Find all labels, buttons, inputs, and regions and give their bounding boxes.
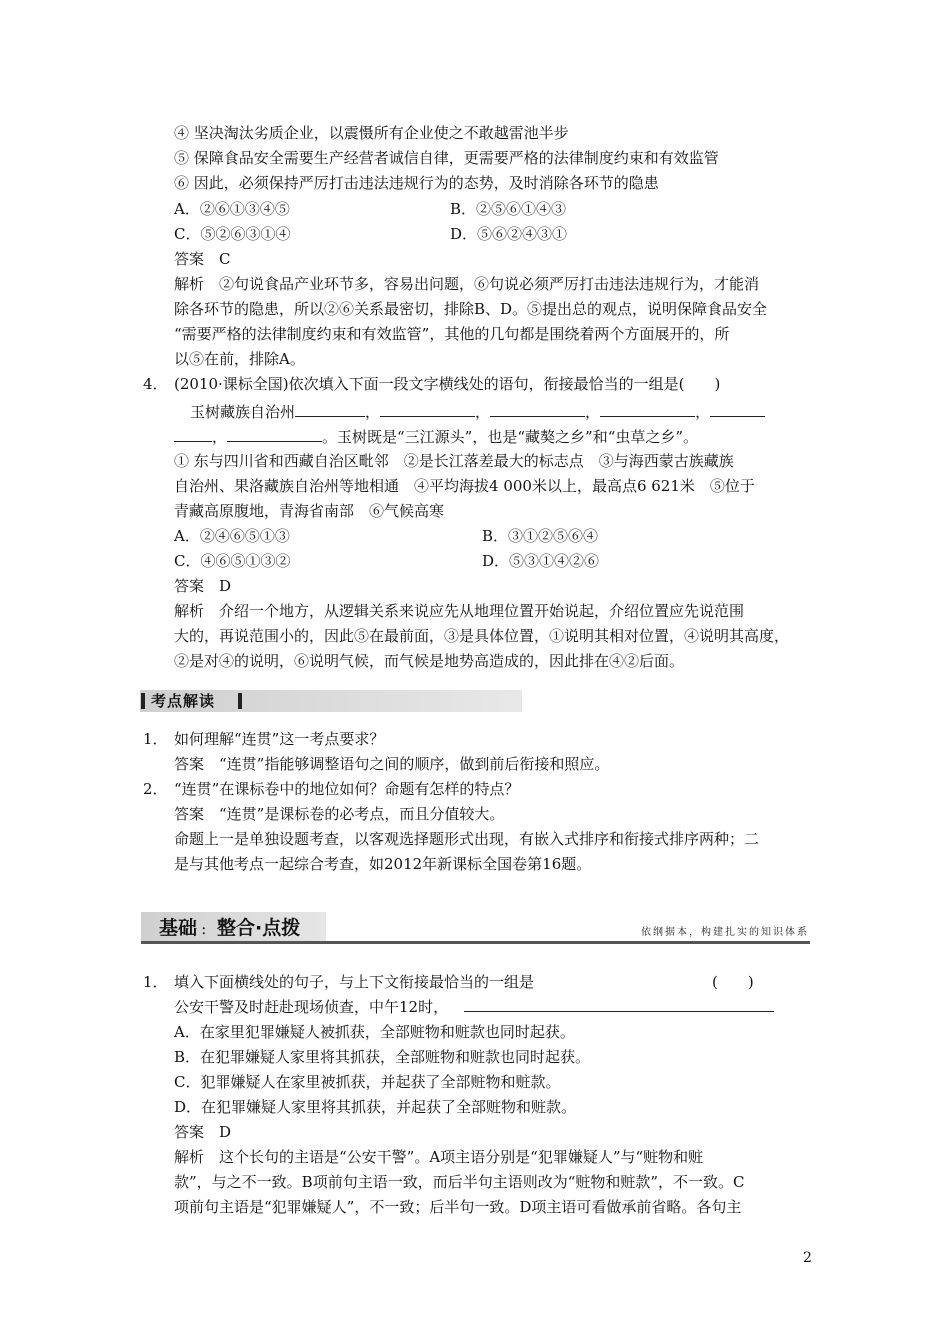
q3-analysis-line: 以⑤在前，排除A。 xyxy=(174,350,305,368)
q4-items-line: 青藏高原腹地，青海省南部 ⑥气候高寒 xyxy=(174,502,445,520)
q4-passage-end: 。玉树既是“三江源头”，也是“藏獒之乡”和“虫草之乡”。 xyxy=(322,428,699,446)
q4-passage-line-1: 玉树藏族自治州 ， ， ， ， xyxy=(190,402,765,422)
ex1-analysis-line: 项前句主语是“犯罪嫌疑人”，不一致；后半句一致。D项主语可看做承前省略。各句主 xyxy=(174,1198,742,1216)
q3-analysis-line: “需要严格的法律制度约束和有效监管”，其他的几句都是围绕着两个方面展开的，所 xyxy=(174,325,730,343)
q4-option-c: C．④⑥⑤①③② xyxy=(174,552,291,570)
fill-blank xyxy=(295,402,365,417)
q3-answer: 答案 C xyxy=(174,250,231,268)
q4-option-a: A．②④⑥⑤①③ xyxy=(174,527,290,545)
fill-blank xyxy=(710,402,765,417)
q4-passage-start: 玉树藏族自治州 xyxy=(190,403,296,421)
kd-q2-number: 2． xyxy=(143,780,168,798)
q4-answer: 答案 D xyxy=(174,577,232,595)
section-marker-right xyxy=(238,693,242,709)
ex1-answer: 答案 D xyxy=(174,1123,232,1141)
q4-stem: (2010·课标全国)依次填入下面一段文字横线处的语句，衔接最恰当的一组是( ) xyxy=(174,375,721,393)
page-number: 2 xyxy=(803,1250,812,1266)
q4-analysis-line: ②是对④的说明，⑥说明气候，而气候是地势高造成的，因此排在④②后面。 xyxy=(174,652,685,670)
fill-blank xyxy=(490,402,585,417)
ex1-context: 公安干警及时赶赴现场侦查，中午12时， xyxy=(174,997,774,1017)
kd-a1: 答案 “连贯”指能够调整语句之间的顺序，做到前后衔接和照应。 xyxy=(174,755,610,773)
q3-statement-6: ⑥ 因此，必须保持严厉打击违法违规行为的态势，及时消除各环节的隐患 xyxy=(174,174,659,192)
ex1-option-c: C．犯罪嫌疑人在家里被抓获，并起获了全部赃物和赃款。 xyxy=(174,1073,561,1091)
q4-option-d: D．⑤③①④②⑥ xyxy=(482,552,600,570)
ex1-option-a: A．在家里犯罪嫌疑人被抓获，全部赃物和赃款也同时起获。 xyxy=(174,1023,575,1041)
fill-blank xyxy=(600,402,695,417)
fill-blank xyxy=(227,427,322,442)
section-marker-left xyxy=(141,693,145,709)
fill-blank xyxy=(174,427,212,442)
kd-q1: 如何理解“连贯”这一考点要求？ xyxy=(174,730,385,748)
ex1-option-b: B．在犯罪嫌疑人家里将其抓获，全部赃物和赃款也同时起获。 xyxy=(174,1048,591,1066)
q3-statement-5: ⑤ 保障食品安全需要生产经营者诚信自律，更需要严格的法律制度约束和有效监管 xyxy=(174,149,719,167)
kd-a2: 答案 “连贯”是课标卷的必考点，而且分值较大。 xyxy=(174,805,505,823)
ex1-analysis-line: 款”，与之不一致。B项前句主语一致，而后半句主语则改为“赃物和赃款”，不一致。C xyxy=(174,1173,745,1191)
ex1-number: 1． xyxy=(143,973,168,991)
q4-number: 4． xyxy=(143,375,168,393)
q4-option-b: B．③①②⑤⑥④ xyxy=(482,527,599,545)
ex1-stem: 填入下面横线处的句子，与上下文衔接最恰当的一组是 xyxy=(174,973,535,991)
kd-q1-number: 1． xyxy=(143,730,168,748)
kd-a2-line: 命题上一是单独设题考查，以客观选择题形式出现，有嵌入式排序和衔接式排序两种；二 xyxy=(174,830,760,848)
section-title: 考点解读 xyxy=(151,692,216,710)
fill-blank xyxy=(464,997,774,1012)
ex1-answer-paren: ( ) xyxy=(712,973,754,991)
q3-analysis-line: 除各环节的隐患，所以②⑥关系最密切，排除B、D。⑤提出总的观点，说明保障食品安全 xyxy=(174,300,768,318)
fill-blank xyxy=(380,402,475,417)
q3-option-a: A．②⑥①③④⑤ xyxy=(174,200,290,218)
q4-items-line: ① 东与四川省和西藏自治区毗邻 ②是长江落差最大的标志点 ③与海西蒙古族藏族 xyxy=(174,452,734,470)
banner-title: 基础 ： 整合·点拨 xyxy=(159,917,301,939)
ex1-option-d: D．在犯罪嫌疑人家里将其抓获，并起获了全部赃物和赃款。 xyxy=(174,1098,577,1116)
q4-analysis-line: 大的，再说范围小的，因此⑤在最前面，③是具体位置，①说明其相对位置，④说明其高度， xyxy=(174,627,790,645)
q4-analysis-line: 解析 介绍一个地方，从逻辑关系来说应先从地理位置开始说起，介绍位置应先说范围 xyxy=(174,602,745,620)
banner-subtitle: 依纲据本，构建扎实的知识体系 xyxy=(641,927,809,938)
q4-items-line: 自治州、果洛藏族自治州等地相通 ④平均海拔4 000米以上，最高点6 621米 ⑤位于 xyxy=(174,477,755,495)
q3-analysis-line: 解析 ②句说食品产业环节多，容易出问题，⑥句说必须严厉打击违法违规行为，才能消 xyxy=(174,275,760,293)
q3-option-b: B．②⑤⑥①④③ xyxy=(450,200,567,218)
kd-q2: “连贯”在课标卷中的地位如何？命题有怎样的特点？ xyxy=(174,780,520,798)
q3-option-d: D．⑤⑥②④③① xyxy=(450,225,568,243)
banner-rule xyxy=(141,941,810,944)
ex1-analysis-line: 解析 这个长句的主语是“公安干警”。A项主语分别是“犯罪嫌疑人”与“赃物和赃 xyxy=(174,1148,704,1166)
q3-statement-4: ④ 坚决淘汰劣质企业，以震慑所有企业使之不敢越雷池半步 xyxy=(174,124,569,142)
kd-a2-line: 是与其他考点一起综合考查，如2012年新课标全国卷第16题。 xyxy=(174,855,592,873)
q3-option-c: C．⑤②⑥③①④ xyxy=(174,225,291,243)
q4-passage-line-2: ， 。玉树既是“三江源头”，也是“藏獒之乡”和“虫草之乡”。 xyxy=(174,427,698,447)
